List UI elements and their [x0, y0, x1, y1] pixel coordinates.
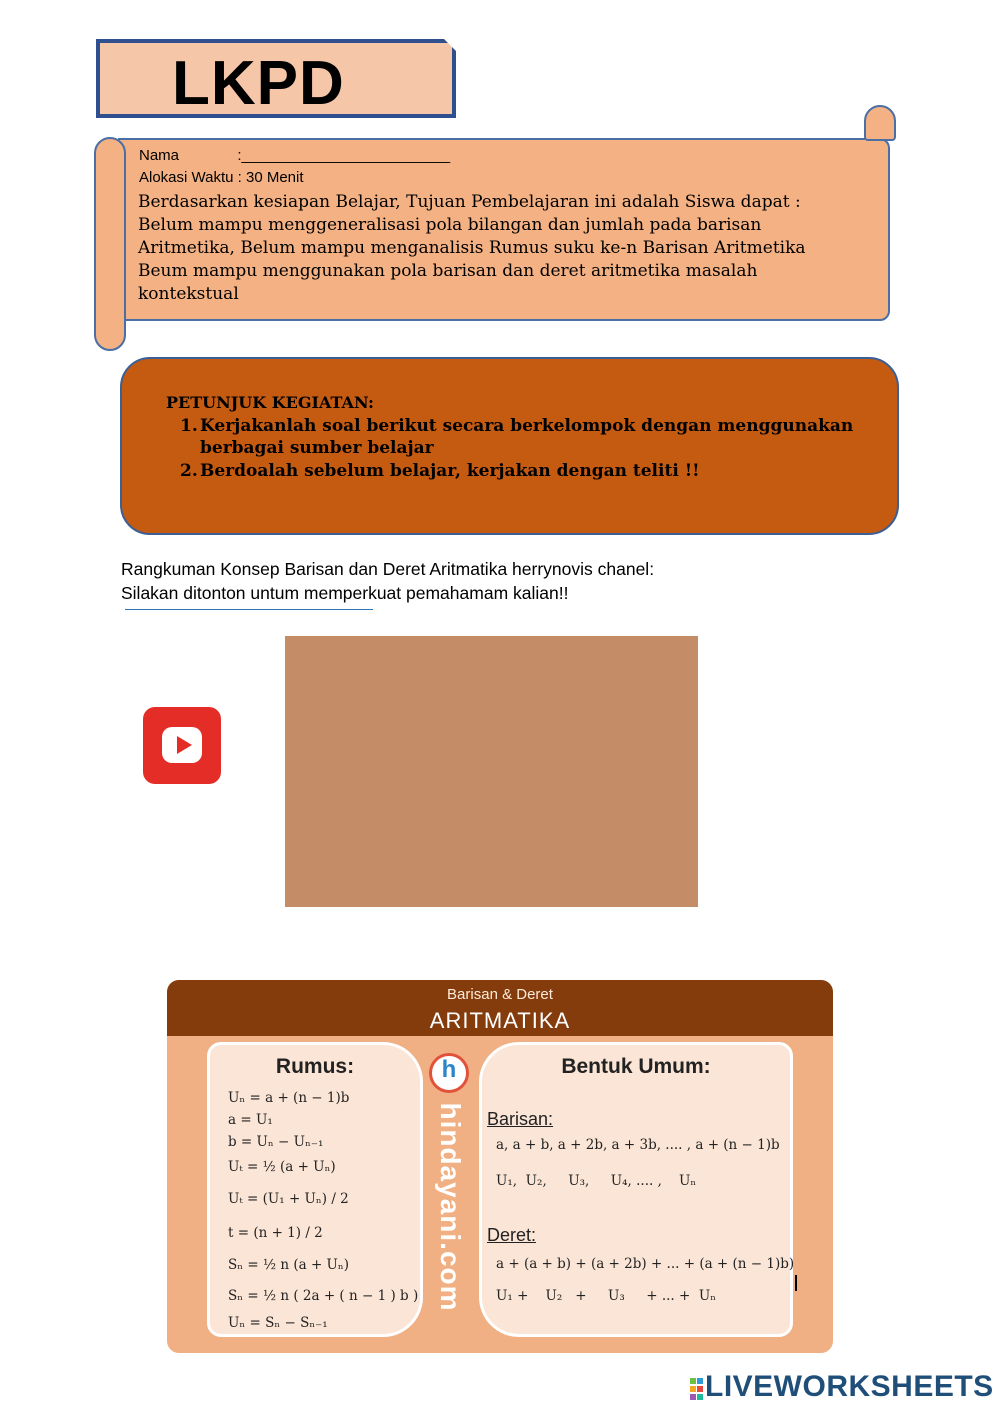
formula-line: b = Uₙ − Uₙ₋₁: [228, 1134, 324, 1150]
scroll-left-roll: [94, 137, 126, 351]
video-embed[interactable]: [285, 636, 698, 907]
liveworksheets-logo-icon: [690, 1376, 704, 1402]
formula-line: Uₙ = a + (n − 1)b: [228, 1090, 350, 1106]
instruction-number: 2.: [180, 461, 198, 481]
summary-card: [167, 980, 833, 1353]
series-line: a + (a + b) + (a + 2b) + ... + (a + (n − 1)b): [496, 1256, 795, 1272]
instruction-text: Kerjakanlah soal berikut secara berkelompok dengan menggunakan berbagai sumber belajar: [200, 416, 854, 458]
text-cursor-mark: [795, 1275, 797, 1291]
link-underline: [125, 609, 373, 610]
general-form-title: Bentuk Umum:: [561, 1055, 711, 1078]
instruction-text: Berdoalah sebelum belajar, kerjakan dengan teliti !!: [200, 461, 700, 481]
instruction-item: [180, 460, 870, 482]
sequence-label: Barisan:: [487, 1109, 554, 1129]
page-title: LKPD: [172, 49, 345, 118]
intro-text: Rangkuman Konsep Barisan dan Deret Aritmatika herrynovis chanel:: [121, 559, 655, 579]
formula-line: Uₜ = ½ (a + Uₙ): [228, 1159, 336, 1175]
series-label: Deret:: [487, 1225, 537, 1245]
formula-line: Sₙ = ½ n (a + Uₙ): [228, 1257, 350, 1273]
instruction-item: [180, 415, 870, 459]
objective-line: kontekstual: [138, 284, 239, 304]
instruction-number: 1.: [180, 416, 198, 436]
objective-scroll: [94, 105, 896, 355]
activity-instructions: [120, 357, 899, 535]
watermark-text: hindayani.com: [435, 1102, 466, 1312]
formula-line: Uₙ = Sₙ − Sₙ₋₁: [228, 1315, 328, 1331]
sequence-line: a, a + b, a + 2b, a + 3b, .... , a + (n − 1)b: [496, 1137, 780, 1153]
intro-instruction: Silakan ditonton untum memperkuat pemahamam kalian!!: [121, 583, 569, 603]
brand-name[interactable]: LIVEWORKSHEETS: [705, 1370, 994, 1403]
formula-panel: [207, 1042, 423, 1337]
objective-line: Berdasarkan kesiapan Belajar, Tujuan Pembelajaran ini adalah Siswa dapat :: [138, 192, 801, 212]
card-header: [167, 980, 833, 1036]
instructions-title: PETUNJUK KEGIATAN:: [166, 393, 374, 412]
name-field-label: Nama :_________________________: [139, 147, 451, 164]
logo-letter: h: [441, 1056, 457, 1083]
general-form-panel: [479, 1042, 793, 1337]
scroll-right-curl: [864, 105, 896, 141]
series-terms: U₁ + U₂ + U₃ + ... + Uₙ: [496, 1288, 717, 1304]
objective-line: Belum mampu menggeneralisasi pola bilangan dan jumlah pada barisan: [138, 215, 762, 235]
formula-line: Uₜ = (U₁ + Uₙ) / 2: [228, 1191, 349, 1207]
time-allocation: Alokasi Waktu : 30 Menit: [139, 169, 304, 186]
card-title: ARITMATIKA: [429, 1008, 571, 1033]
learning-objectives: [138, 191, 848, 306]
formula-line: Sₙ = ½ n ( 2a + ( n − 1 ) b ): [228, 1288, 419, 1304]
objective-line: Aritmetika, Belum mampu menganalisis Rumus suku ke-n Barisan Aritmetika: [138, 238, 806, 258]
sequence-terms: U₁, U₂, U₃, U₄, .... , Uₙ: [496, 1173, 697, 1189]
objective-line: Beum mampu menggunakan pola barisan dan deret aritmetika masalah: [138, 261, 758, 281]
formula-line: a = U₁: [228, 1112, 273, 1128]
formula-title: Rumus:: [275, 1055, 355, 1078]
card-subtitle: Barisan & Deret: [447, 986, 553, 1003]
play-icon[interactable]: [177, 736, 192, 754]
formula-line: t = (n + 1) / 2: [228, 1225, 323, 1241]
